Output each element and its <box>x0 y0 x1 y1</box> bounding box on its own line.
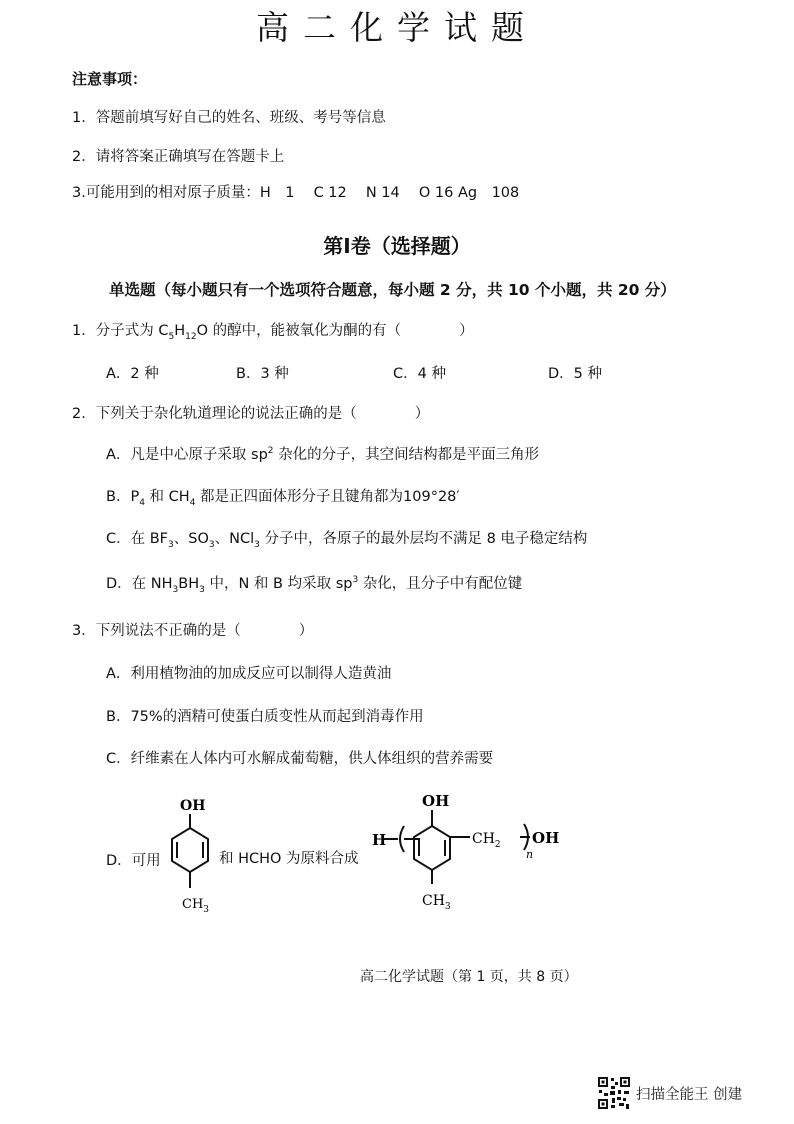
q3-stem: 3．下列说法不正确的是（ ） <box>72 623 314 639</box>
q2-option-a: A．凡是中心原子采取 $sp^2$ 杂化的分子，其空间结构都是平面三角形 <box>106 446 540 463</box>
p-cresol-structure <box>160 792 230 922</box>
ch3-label-2: $CH_3$ <box>422 893 451 912</box>
notice-heading: 注意事项： <box>72 70 148 88</box>
phenolic-resin-structure <box>370 788 590 923</box>
ch2-label: $CH_2$ <box>472 831 501 850</box>
page-title: 高二化学试题 <box>256 8 538 47</box>
q3-option-a: A．利用植物油的加成反应可以制得人造黄油 <box>106 666 392 682</box>
repeat-n-label: n <box>526 848 534 861</box>
q1-option-d: D．5 种 <box>548 366 602 382</box>
section-subtitle: 单选题（每小题只有一个选项符合题意，每小题 2 分，共 10 个小题，共 20 分） <box>109 281 676 299</box>
q3-option-b: B．75%的酒精可使蛋白质变性从而起到消毒作用 <box>106 709 424 725</box>
scanner-watermark: 扫描全能王 创建 <box>636 1087 743 1103</box>
ch3-label: $CH_3$ <box>182 897 210 915</box>
q2-option-b: B．$P_4$ 和 $CH_4$ 都是正四面体形分子且键角都为109°28′ <box>106 489 460 508</box>
q2-stem: 2．下列关于杂化轨道理论的说法正确的是（ ） <box>72 406 430 422</box>
q1-option-c: C．4 种 <box>393 366 446 382</box>
oh-label-2: OH <box>422 792 450 810</box>
oh-label: OH <box>180 798 206 814</box>
q3-option-d-middle: 和 HCHO 为原料合成 <box>219 851 359 867</box>
page-footer: 高二化学试题（第 1 页，共 8 页） <box>360 969 578 985</box>
q3-option-c: C．纤维素在人体内可水解成葡萄糖，供人体组织的营养需要 <box>106 751 494 767</box>
section-title: 第Ⅰ卷（选择题） <box>323 234 471 258</box>
oh-end-label: OH <box>532 829 560 847</box>
notice-item-2: 2．请将答案正确填写在答题卡上 <box>72 149 285 165</box>
qr-code-icon <box>597 1076 631 1110</box>
q1-option-b: B．3 种 <box>236 366 289 382</box>
notice-item-1: 1．答题前填写好自己的姓名、班级、考号等信息 <box>72 110 386 126</box>
h-end-label: H <box>372 831 387 849</box>
q1-stem: 1．分子式为 $C_5H_{12}O$ 的醇中，能被氧化为酮的有（ ） <box>72 323 474 342</box>
notice-item-3: 3.可能用到的相对原子质量：H 1 C 12 N 14 O 16 Ag 108 <box>72 185 520 201</box>
q2-option-d: D．在 $NH_3BH_3$ 中，N 和 B 均采取 $sp^3$ 杂化，且分子中有配位键 <box>106 575 523 595</box>
q2-option-c: C．在 $BF_3$、$SO_3$、NCl$_3$ 分子中，各原子的最外层均不满足 8 电子稳定结构 <box>106 531 588 550</box>
q3-option-d-prefix: D．可用 <box>106 853 161 869</box>
q1-option-a: A．2 种 <box>106 366 159 382</box>
